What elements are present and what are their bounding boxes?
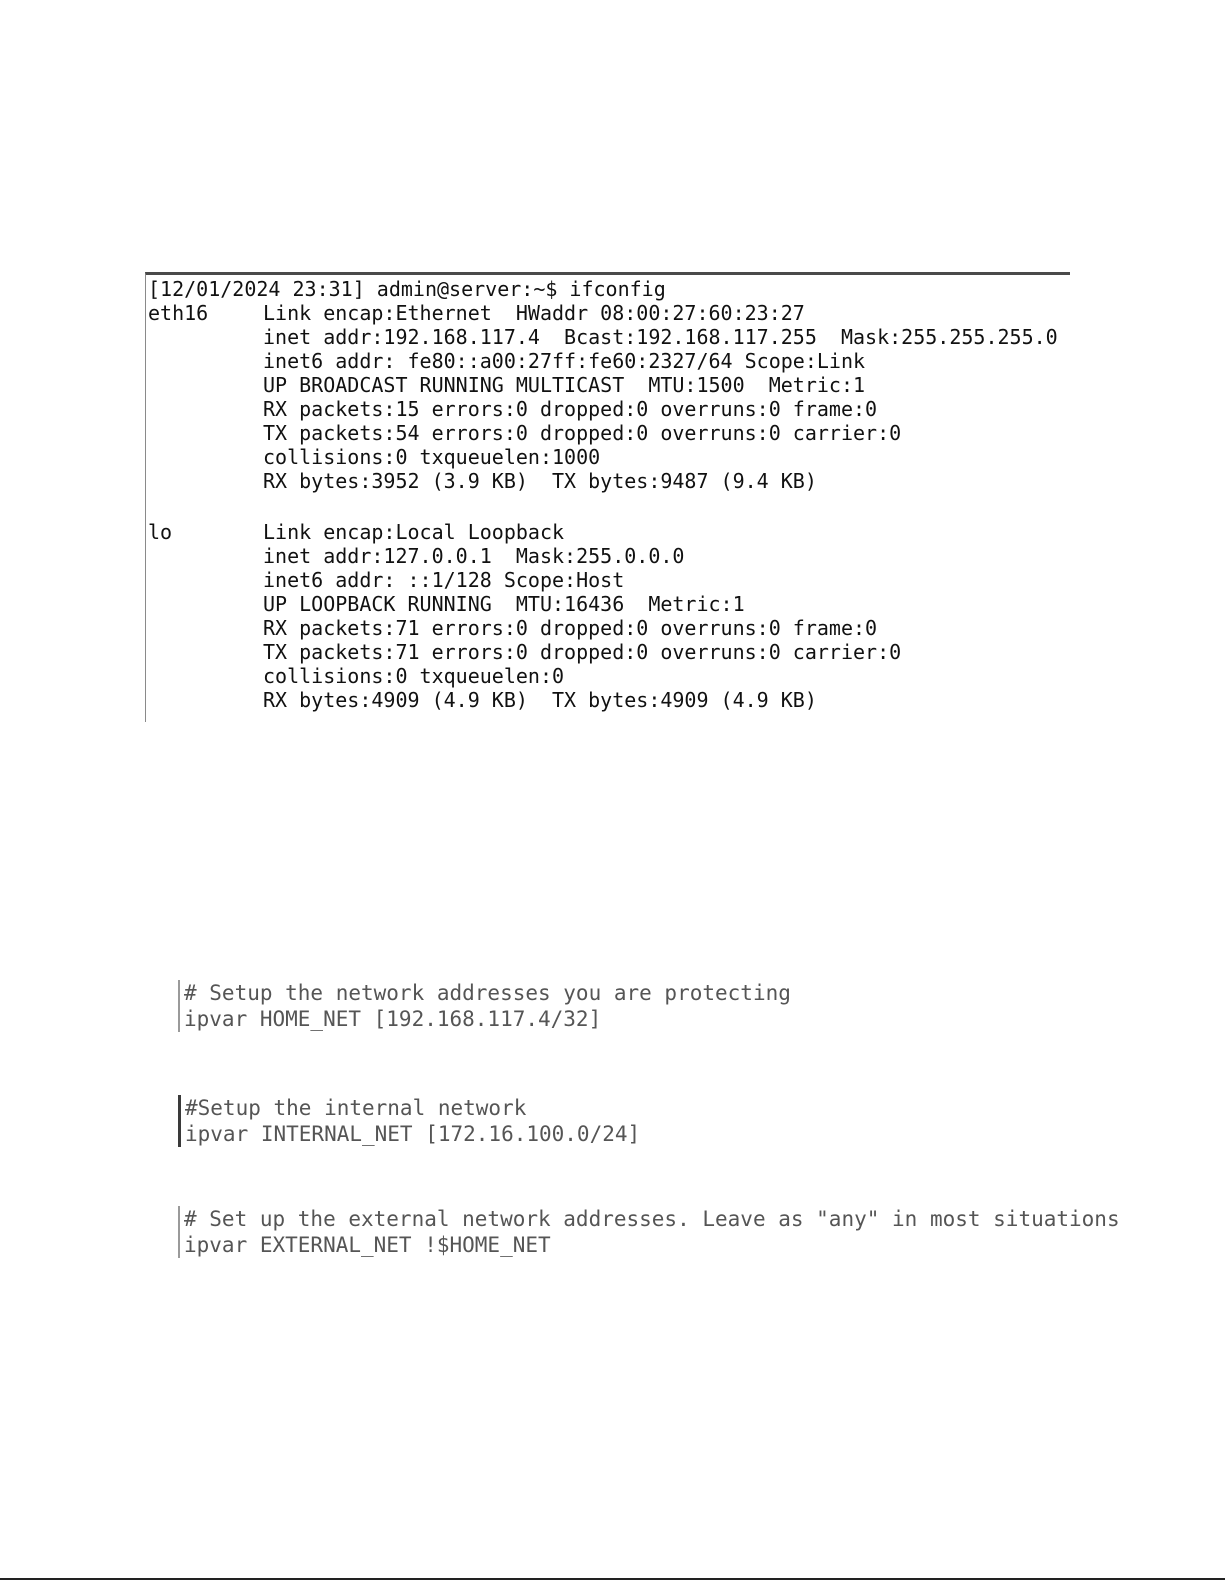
eth16-line: RX packets:15 errors:0 dropped:0 overruns:0 frame:0 xyxy=(263,397,878,421)
config-comment: # Set up the external network addresses. Leave as "any" in most situations xyxy=(184,1207,1120,1231)
eth16-line: RX bytes:3952 (3.9 KB) TX bytes:9487 (9.4 KB) xyxy=(263,469,817,493)
config-directive: ipvar HOME_NET [192.168.117.4/32] xyxy=(184,1007,602,1031)
lo-line: TX packets:71 errors:0 dropped:0 overruns:0 carrier:0 xyxy=(263,640,902,664)
config-comment: #Setup the internal network xyxy=(185,1096,527,1120)
config-directive: ipvar EXTERNAL_NET !$HOME_NET xyxy=(184,1233,551,1257)
terminal-prompt-line: [12/01/2024 23:31] admin@server:~$ ifconfig xyxy=(148,277,666,301)
lo-line: RX bytes:4909 (4.9 KB) TX bytes:4909 (4.9 KB) xyxy=(263,688,817,712)
eth16-line: UP BROADCAST RUNNING MULTICAST MTU:1500 Metric:1 xyxy=(263,373,866,397)
eth16-line: TX packets:54 errors:0 dropped:0 overruns:0 carrier:0 xyxy=(263,421,902,445)
eth16-line: inet6 addr: fe80::a00:27ff:fe60:2327/64 Scope:Link xyxy=(263,349,866,373)
interface-name-lo: lo xyxy=(148,520,173,544)
config-comment: # Setup the network addresses you are protecting xyxy=(184,981,791,1005)
lo-line: inet6 addr: ::1/128 Scope:Host xyxy=(263,568,625,592)
interface-name-eth16: eth16 xyxy=(148,301,209,325)
eth16-line: Link encap:Ethernet HWaddr 08:00:27:60:23:27 xyxy=(263,301,805,325)
config-snippet-internal-net xyxy=(178,1095,640,1147)
lo-line: Link encap:Local Loopback xyxy=(263,520,565,544)
lo-line: inet addr:127.0.0.1 Mask:255.0.0.0 xyxy=(263,544,685,568)
lo-line: collisions:0 txqueuelen:0 xyxy=(263,664,565,688)
config-directive: ipvar INTERNAL_NET [172.16.100.0/24] xyxy=(185,1122,641,1146)
lo-line: RX packets:71 errors:0 dropped:0 overruns:0 frame:0 xyxy=(263,616,878,640)
terminal-output xyxy=(145,272,1070,722)
eth16-line: inet addr:192.168.117.4 Bcast:192.168.117.255 Mask:255.255.255.0 xyxy=(263,325,1058,349)
page-bottom-rule xyxy=(0,1578,1225,1580)
config-snippet-home-net xyxy=(178,980,791,1032)
lo-line: UP LOOPBACK RUNNING MTU:16436 Metric:1 xyxy=(263,592,745,616)
config-snippet-external-net xyxy=(178,1206,1120,1258)
eth16-line: collisions:0 txqueuelen:1000 xyxy=(263,445,601,469)
